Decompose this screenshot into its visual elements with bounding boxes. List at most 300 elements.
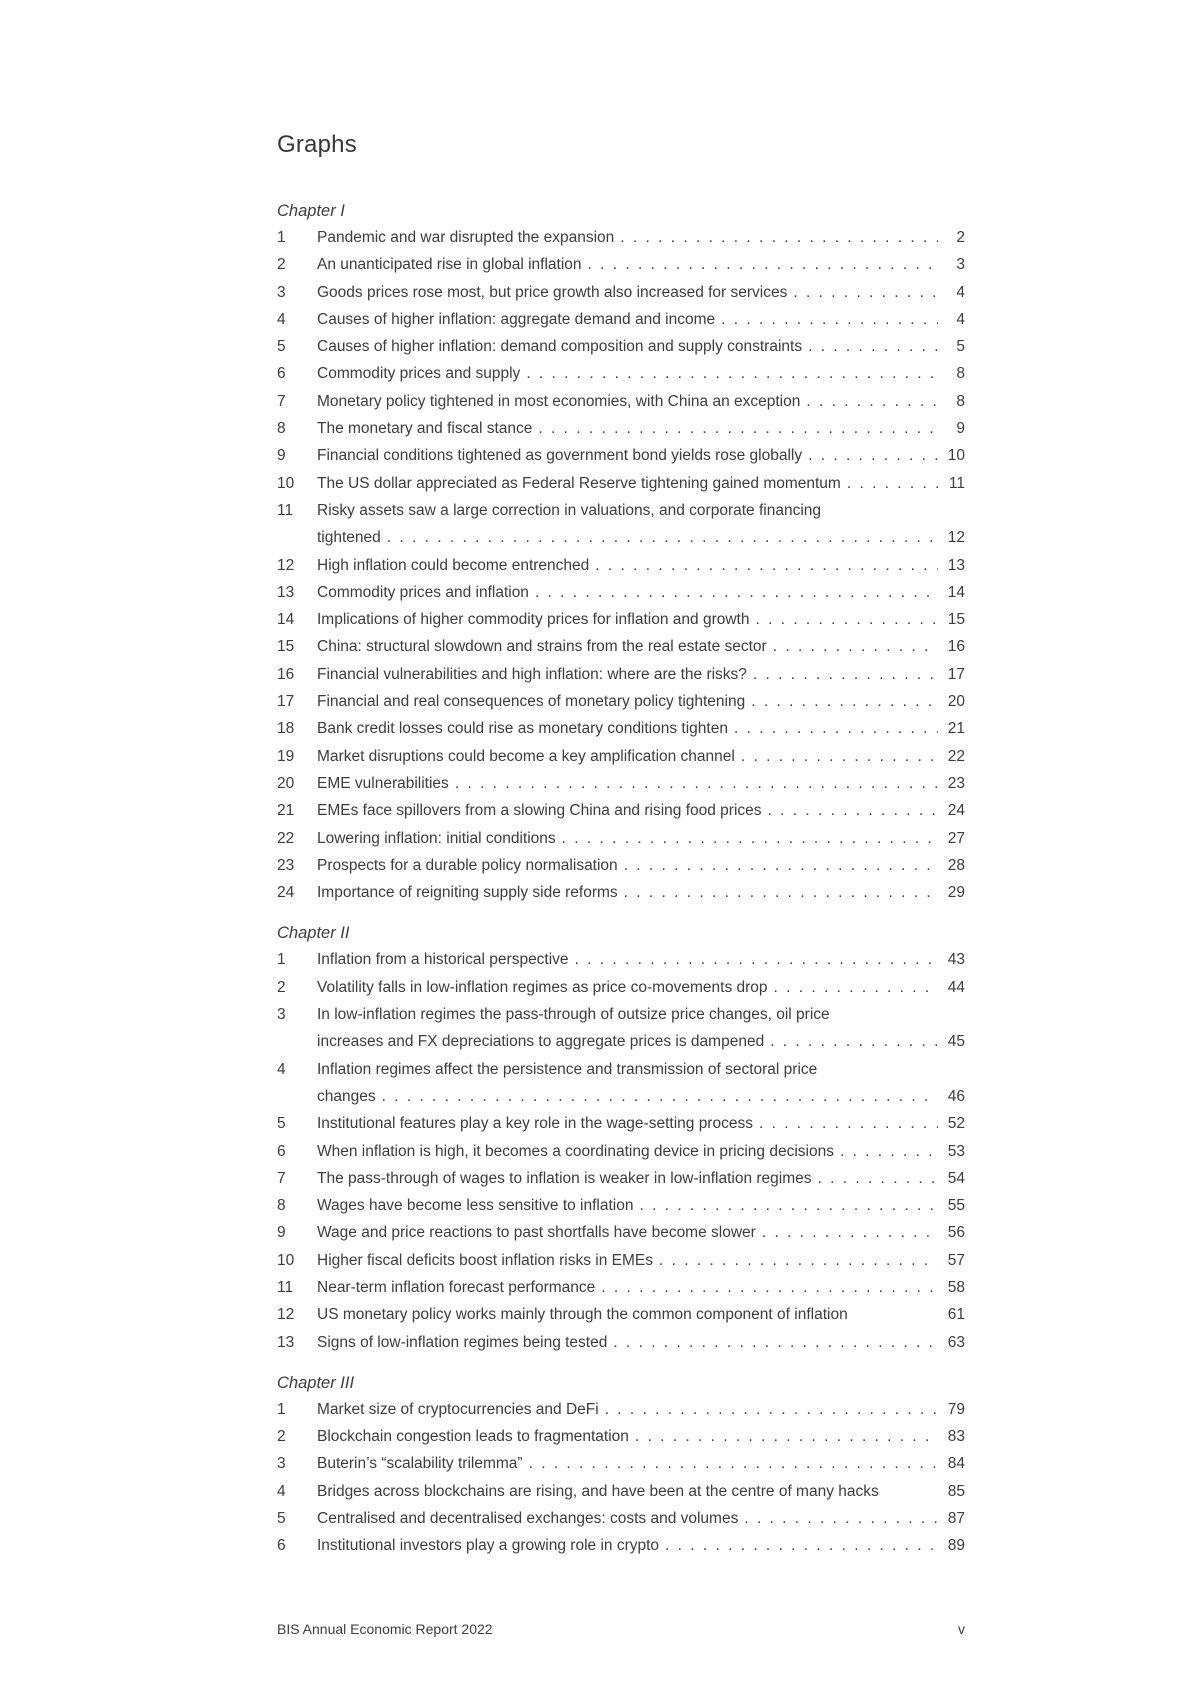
chapter-entries: [277, 1396, 965, 1560]
entry-number: 1: [277, 1400, 286, 1418]
entry-title: When inflation is high, it becomes a coordinating device in pricing decisions: [317, 1142, 834, 1160]
toc-entry[interactable]: [277, 1505, 965, 1532]
entry-body: [317, 688, 965, 715]
dot-leader: [808, 333, 938, 360]
document-page: [277, 0, 965, 1560]
entry-title: Volatility falls in low-inflation regimes as price co-movements drop: [317, 978, 768, 996]
toc-entry[interactable]: [277, 661, 965, 688]
entry-line: [317, 251, 965, 278]
dot-leader: [793, 279, 938, 306]
chapter-entries: [277, 946, 965, 1355]
entry-line: [317, 633, 965, 660]
entry-page-number: 85: [947, 1482, 965, 1500]
footer-page-number: v: [958, 1621, 965, 1637]
entry-body: [317, 825, 965, 852]
entry-line: [317, 1083, 965, 1110]
dot-leader: [562, 825, 938, 852]
entry-body: [317, 1532, 965, 1559]
toc-entry[interactable]: [277, 1138, 965, 1165]
entry-body: [317, 388, 965, 415]
entry-line: [317, 388, 965, 415]
entry-title: The monetary and fiscal stance: [317, 420, 533, 438]
entry-page-number: 16: [947, 638, 965, 656]
entry-number: 12: [277, 1306, 295, 1324]
toc-entry[interactable]: [277, 1110, 965, 1137]
toc-entry[interactable]: [277, 1192, 965, 1219]
toc-entry[interactable]: [277, 1219, 965, 1246]
entry-line: [317, 1056, 965, 1083]
entry-number: 17: [277, 693, 295, 711]
entry-line: [317, 743, 965, 770]
entry-number: 2: [277, 256, 286, 274]
entry-page-number: 20: [947, 693, 965, 711]
entry-page-number: 29: [947, 884, 965, 902]
entry-number: 14: [277, 611, 295, 629]
entry-page-number: 84: [947, 1455, 965, 1473]
entry-body: [317, 1247, 965, 1274]
toc-entry[interactable]: [277, 797, 965, 824]
entry-page-number: 43: [947, 951, 965, 969]
toc-entry[interactable]: [277, 946, 965, 973]
entry-line: [317, 661, 965, 688]
entry-title: Signs of low-inflation regimes being tested: [317, 1333, 608, 1351]
entry-line: [317, 797, 965, 824]
entry-page-number: 58: [947, 1278, 965, 1296]
entry-page-number: 27: [947, 829, 965, 847]
entry-line: [317, 1192, 965, 1219]
toc-sections: [277, 200, 965, 1560]
entry-page-number: 9: [956, 420, 965, 438]
entry-line: [317, 715, 965, 742]
entry-line: [317, 946, 965, 973]
entry-number: 11: [277, 1278, 294, 1296]
toc-entry[interactable]: [277, 442, 965, 469]
entry-title: High inflation could become entrenched: [317, 556, 590, 574]
entry-title: increases and FX depreciations to aggregate prices is dampened: [317, 1033, 765, 1051]
entry-number: 15: [277, 638, 295, 656]
toc-entry[interactable]: [277, 251, 965, 278]
dot-leader: [753, 661, 938, 688]
entry-page-number: 2: [956, 229, 965, 246]
entry-line: [317, 1450, 965, 1477]
toc-entry[interactable]: [277, 633, 965, 660]
toc-entry[interactable]: [277, 688, 965, 715]
entry-number: 10: [277, 1251, 295, 1269]
dot-leader: [734, 715, 938, 742]
toc-entry[interactable]: [277, 1274, 965, 1301]
entry-line: [317, 1329, 965, 1356]
toc-entry[interactable]: [277, 306, 965, 333]
toc-entry[interactable]: [277, 715, 965, 742]
toc-entry[interactable]: [277, 1247, 965, 1274]
entry-line: [317, 825, 965, 852]
entry-number: 2: [277, 978, 286, 996]
dot-leader: [755, 606, 938, 633]
entry-body: [317, 1274, 965, 1301]
entry-title: Lowering inflation: initial conditions: [317, 829, 556, 847]
entry-body: [317, 1219, 965, 1246]
entry-body: [317, 306, 965, 333]
entry-line: [317, 470, 965, 497]
entry-title: Bank credit losses could rise as monetary conditions tighten: [317, 720, 728, 738]
entry-number: 6: [277, 365, 286, 383]
dot-leader: [455, 770, 938, 797]
entry-line: [317, 1165, 965, 1192]
entry-number: 4: [277, 310, 286, 328]
dot-leader: [770, 1028, 938, 1055]
toc-entry[interactable]: [277, 388, 965, 415]
toc-entry[interactable]: [277, 1329, 965, 1356]
entry-title: Importance of reigniting supply side reforms: [317, 884, 618, 902]
toc-entry[interactable]: [277, 497, 965, 552]
entry-title: Financial and real consequences of monetary policy tightening: [317, 693, 746, 711]
entry-page-number: 5: [956, 338, 965, 356]
dot-leader: [624, 879, 938, 906]
entry-page-number: 4: [956, 283, 965, 301]
entry-body: [317, 879, 965, 906]
entry-body: [317, 946, 965, 973]
entry-line: [317, 279, 965, 306]
dot-leader: [808, 442, 938, 469]
entry-title: Commodity prices and inflation: [317, 583, 529, 601]
entry-title: Buterin’s “scalability trilemma”: [317, 1455, 523, 1473]
entry-page-number: 83: [947, 1428, 965, 1446]
toc-entry[interactable]: [277, 974, 965, 1001]
toc-entry[interactable]: [277, 770, 965, 797]
dot-leader: [605, 1396, 938, 1423]
entry-line: [317, 360, 965, 387]
entry-number: 20: [277, 774, 295, 792]
entry-title: Pandemic and war disrupted the expansion: [317, 229, 615, 246]
entry-title: Commodity prices and supply: [317, 365, 521, 383]
entry-title: Near-term inflation forecast performance: [317, 1278, 596, 1296]
entry-title: Higher fiscal deficits boost inflation risks in EMEs: [317, 1251, 653, 1269]
entry-line: [317, 1138, 965, 1165]
toc-entry[interactable]: [277, 1001, 965, 1056]
entry-body: [317, 333, 965, 360]
entry-number: 3: [277, 1455, 286, 1473]
entry-page-number: 89: [947, 1537, 965, 1555]
entry-title: Wages have become less sensitive to inflation: [317, 1197, 634, 1215]
entry-line: [317, 606, 965, 633]
entry-line: [317, 1301, 965, 1328]
entry-number: 9: [277, 1224, 286, 1242]
entry-number: 22: [277, 829, 295, 847]
entry-number: 8: [277, 420, 286, 438]
entry-page-number: 3: [956, 256, 965, 274]
entry-body: [317, 442, 965, 469]
entry-number: 10: [277, 474, 295, 492]
chapter-section: [277, 200, 965, 906]
entry-line: [317, 1478, 965, 1505]
entry-body: [317, 974, 965, 1001]
entry-body: [317, 552, 965, 579]
entry-line: [317, 1274, 965, 1301]
entry-line: [317, 770, 965, 797]
dot-leader: [538, 415, 938, 442]
entry-title: The US dollar appreciated as Federal Reserve tightening gained momentum: [317, 474, 841, 492]
entry-title: China: structural slowdown and strains from the real estate sector: [317, 638, 767, 656]
entry-line: [317, 415, 965, 442]
entry-page-number: 79: [947, 1400, 965, 1418]
entry-body: [317, 470, 965, 497]
toc-entry[interactable]: [277, 1532, 965, 1559]
dot-leader: [818, 1165, 938, 1192]
entry-line: [317, 974, 965, 1001]
entry-title: Blockchain congestion leads to fragmentation: [317, 1428, 629, 1446]
entry-number: 13: [277, 583, 295, 601]
entry-line: [317, 497, 965, 524]
entry-body: [317, 1056, 965, 1111]
entry-body: [317, 743, 965, 770]
toc-entry[interactable]: [277, 552, 965, 579]
toc-entry[interactable]: [277, 1165, 965, 1192]
entry-line: [317, 333, 965, 360]
entry-page-number: 8: [956, 392, 965, 410]
entry-number: 23: [277, 856, 295, 874]
dot-leader: [751, 688, 938, 715]
entry-page-number: 24: [947, 802, 965, 820]
entry-title: Risky assets saw a large correction in valuations, and corporate financing: [317, 501, 822, 519]
dot-leader: [659, 1247, 938, 1274]
entry-body: [317, 1138, 965, 1165]
dot-leader: [620, 224, 938, 251]
entry-title: Inflation from a historical perspective: [317, 951, 569, 969]
entry-page-number: 45: [947, 1033, 965, 1051]
entry-body: [317, 1110, 965, 1137]
toc-entry[interactable]: [277, 743, 965, 770]
entry-page-number: 55: [947, 1197, 965, 1215]
entry-number: 6: [277, 1537, 286, 1555]
entry-number: 3: [277, 1006, 286, 1024]
entry-body: [317, 770, 965, 797]
toc-entry[interactable]: [277, 1301, 965, 1328]
footer-report-title: BIS Annual Economic Report 2022: [277, 1621, 493, 1637]
entry-body: [317, 1396, 965, 1423]
entry-body: [317, 279, 965, 306]
entry-page-number: 53: [947, 1142, 965, 1160]
entry-line: [317, 579, 965, 606]
entry-line: [317, 688, 965, 715]
entry-page-number: 10: [947, 447, 965, 465]
entry-page-number: 28: [947, 856, 965, 874]
entry-body: [317, 715, 965, 742]
chapter-section: [277, 1372, 965, 1560]
toc-entry[interactable]: [277, 224, 965, 251]
entry-page-number: 52: [947, 1115, 965, 1133]
chapter-heading: Chapter I: [277, 202, 345, 220]
chapter-heading: Chapter II: [277, 924, 350, 943]
dot-leader: [575, 946, 938, 973]
entry-number: 13: [277, 1333, 295, 1351]
entry-number: 11: [277, 501, 294, 519]
dot-leader: [535, 579, 938, 606]
dot-leader: [721, 306, 938, 333]
entry-number: 2: [277, 1428, 286, 1446]
entry-number: 4: [277, 1482, 286, 1500]
entry-number: 8: [277, 1197, 286, 1215]
entry-title: Implications of higher commodity prices for inflation and growth: [317, 611, 750, 629]
entry-body: [317, 1423, 965, 1450]
dot-leader: [529, 1450, 938, 1477]
entry-line: [317, 1028, 965, 1055]
entry-body: [317, 251, 965, 278]
entry-page-number: 54: [947, 1169, 965, 1187]
entry-number: 9: [277, 447, 286, 465]
entry-number: 5: [277, 1510, 286, 1528]
toc-entry[interactable]: [277, 852, 965, 879]
dot-leader: [762, 1219, 938, 1246]
dot-leader: [741, 743, 938, 770]
entry-body: [317, 852, 965, 879]
entry-body: [317, 797, 965, 824]
entry-line: [317, 1219, 965, 1246]
entry-body: [317, 1192, 965, 1219]
dot-leader: [387, 524, 938, 551]
toc-entry[interactable]: [277, 1423, 965, 1450]
entry-line: [317, 1423, 965, 1450]
entry-title: US monetary policy works mainly through the common component of inflation: [317, 1306, 848, 1324]
dot-leader: [759, 1110, 938, 1137]
entry-body: [317, 1505, 965, 1532]
dot-leader: [840, 1138, 938, 1165]
toc-entry[interactable]: [277, 415, 965, 442]
dot-leader: [774, 974, 938, 1001]
entry-number: 1: [277, 951, 286, 969]
toc-entry[interactable]: [277, 1396, 965, 1423]
entry-number: 3: [277, 283, 286, 301]
entry-title: Wage and price reactions to past shortfalls have become slower: [317, 1224, 756, 1242]
dot-leader: [588, 251, 938, 278]
toc-entry[interactable]: [277, 279, 965, 306]
entry-number: 4: [277, 1060, 286, 1078]
toc-entry[interactable]: [277, 825, 965, 852]
entry-body: [317, 1301, 965, 1328]
toc-entry[interactable]: [277, 606, 965, 633]
toc-entry[interactable]: [277, 470, 965, 497]
entry-line: [317, 524, 965, 551]
entry-body: [317, 497, 965, 552]
entry-title: Centralised and decentralised exchanges: costs and volumes: [317, 1510, 739, 1528]
entry-number: 5: [277, 1115, 286, 1133]
entry-title: Institutional investors play a growing role in crypto: [317, 1537, 660, 1555]
entry-page-number: 57: [947, 1251, 965, 1269]
entry-title: Causes of higher inflation: demand composition and supply constraints: [317, 338, 803, 356]
dot-leader: [526, 360, 938, 387]
entry-line: [317, 552, 965, 579]
dot-leader: [773, 633, 938, 660]
entry-title: EME vulnerabilities: [317, 774, 449, 792]
dot-leader: [639, 1192, 938, 1219]
entry-number: 18: [277, 720, 295, 738]
entry-line: [317, 442, 965, 469]
entry-title: Financial vulnerabilities and high inflation: where are the risks?: [317, 665, 747, 683]
entry-number: 1: [277, 229, 286, 246]
entry-line: [317, 852, 965, 879]
entry-number: 16: [277, 665, 295, 683]
entry-line: [317, 1001, 965, 1028]
dot-leader: [635, 1423, 938, 1450]
chapter-heading: Chapter III: [277, 1373, 355, 1392]
entry-page-number: 11: [948, 474, 965, 492]
entry-page-number: 14: [947, 583, 965, 601]
toc-entry[interactable]: [277, 333, 965, 360]
dot-leader: [382, 1083, 938, 1110]
entry-number: 5: [277, 338, 286, 356]
entry-title: Market size of cryptocurrencies and DeFi: [317, 1400, 599, 1418]
entry-body: [317, 606, 965, 633]
entry-number: 19: [277, 747, 295, 765]
entry-title: In low-inflation regimes the pass-through of outsize price changes, oil price: [317, 1006, 830, 1024]
dot-leader: [768, 797, 938, 824]
entry-title: Financial conditions tightened as government bond yields rose globally: [317, 447, 803, 465]
entry-page-number: 22: [947, 747, 965, 765]
entry-body: [317, 1329, 965, 1356]
chapter-entries: [277, 224, 965, 906]
entry-page-number: 56: [947, 1224, 965, 1242]
entry-title: changes: [317, 1087, 376, 1105]
entry-page-number: 17: [947, 665, 965, 683]
entry-number: 24: [277, 884, 295, 902]
chapter-section: [277, 922, 965, 1355]
entry-body: [317, 1450, 965, 1477]
entry-number: 12: [277, 556, 295, 574]
entry-body: [317, 1001, 965, 1056]
entry-body: [317, 415, 965, 442]
dot-leader: [595, 552, 938, 579]
entry-title: An unanticipated rise in global inflation: [317, 256, 582, 274]
entry-body: [317, 360, 965, 387]
entry-title: Monetary policy tightened in most economies, with China an exception: [317, 392, 801, 410]
entry-title: Bridges across blockchains are rising, and have been at the centre of many hacks: [317, 1482, 879, 1500]
entry-line: [317, 1247, 965, 1274]
toc-entry[interactable]: [277, 360, 965, 387]
toc-entry[interactable]: [277, 1450, 965, 1477]
dot-leader: [806, 388, 938, 415]
entry-body: [317, 661, 965, 688]
entry-line: [317, 1110, 965, 1137]
entry-body: [317, 633, 965, 660]
entry-line: [317, 879, 965, 906]
entry-number: 21: [277, 802, 295, 820]
dot-leader: [665, 1532, 938, 1559]
entry-page-number: 15: [947, 611, 965, 629]
entry-title: Institutional features play a key role in the wage-setting process: [317, 1115, 753, 1133]
dot-leader: [847, 470, 938, 497]
entry-line: [317, 224, 965, 251]
entry-title: The pass-through of wages to inflation is weaker in low-inflation regimes: [317, 1169, 812, 1187]
toc-entry[interactable]: [277, 579, 965, 606]
entry-page-number: 61: [947, 1306, 965, 1324]
entry-body: [317, 1165, 965, 1192]
entry-page-number: 13: [947, 556, 965, 574]
entry-title: EMEs face spillovers from a slowing China and rising food prices: [317, 802, 762, 820]
entry-line: [317, 1505, 965, 1532]
toc-entry[interactable]: [277, 1056, 965, 1111]
entry-title: Market disruptions could become a key amplification channel: [317, 747, 735, 765]
toc-entry[interactable]: [277, 1478, 965, 1505]
entry-page-number: 21: [947, 720, 965, 738]
entry-line: [317, 1532, 965, 1559]
entry-page-number: 46: [947, 1087, 965, 1105]
toc-entry[interactable]: [277, 879, 965, 906]
entry-page-number: 12: [947, 529, 965, 547]
entry-body: [317, 1478, 965, 1505]
entry-page-number: 87: [947, 1510, 965, 1528]
entry-title: Causes of higher inflation: aggregate demand and income: [317, 310, 716, 328]
dot-leader: [624, 852, 938, 879]
entry-line: [317, 1396, 965, 1423]
